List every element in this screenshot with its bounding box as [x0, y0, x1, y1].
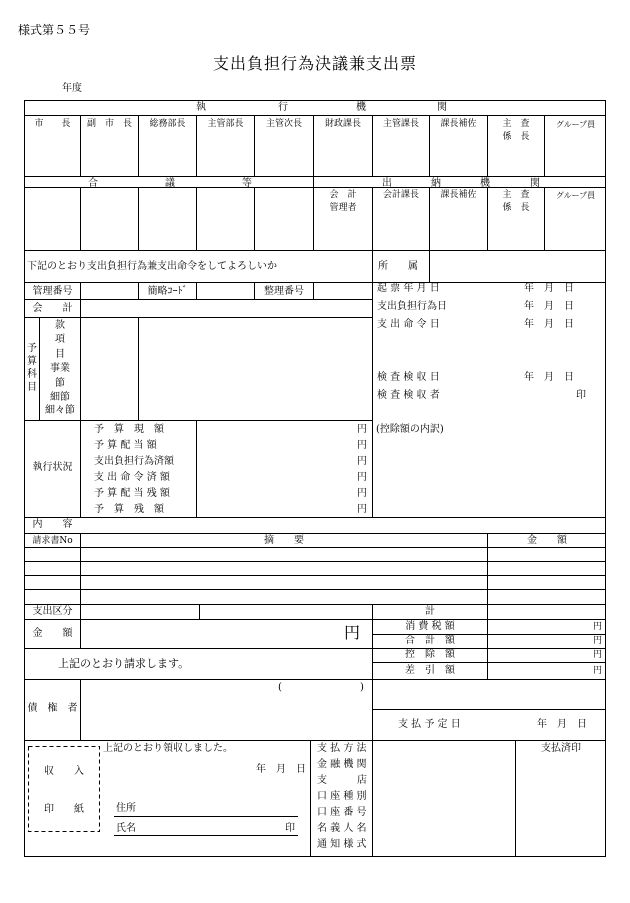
- form-number: 様式第５５号: [18, 23, 91, 37]
- payment-info-label: 通 知 様 式: [317, 839, 367, 850]
- role-group-leader: 係 長: [502, 132, 530, 142]
- stamp-line: 印 紙: [44, 804, 84, 815]
- role-general-affairs-director: 総務部長: [149, 119, 186, 129]
- yen-unit: 円: [357, 424, 367, 435]
- budget-label-char: 予: [27, 343, 37, 354]
- tax-row-label: 差 引 額: [405, 665, 455, 676]
- yen-unit: 円: [357, 440, 367, 451]
- disburse-header-char: 機: [480, 178, 490, 189]
- paren-close: ): [360, 682, 364, 693]
- paid-stamp-label: 支払済印: [541, 743, 581, 754]
- inspector-seal: 印: [576, 390, 586, 401]
- yen-unit: 円: [593, 636, 603, 646]
- exec-status-label: 執行状況: [32, 462, 73, 473]
- summary-header: 摘 要: [264, 535, 304, 546]
- name-label: 氏名: [116, 823, 136, 834]
- role-deputy-mayor: 副 市 長: [86, 119, 132, 129]
- address-label: 住所: [116, 803, 136, 814]
- exec-status-item: 予 算 配 当 残 額: [94, 488, 170, 499]
- date-value-commitment: 年 月 日: [524, 301, 574, 312]
- exec-header-char: 執: [196, 102, 206, 113]
- role-group-member-2: グループ員: [555, 191, 596, 200]
- role-assistant-chief: 課長補佐: [440, 119, 477, 129]
- disburse-header-char: 関: [530, 178, 540, 189]
- accounting-label: 会 計: [32, 303, 73, 314]
- role-accountant-2: 管理者: [329, 203, 357, 213]
- date-value-created: 年 月 日: [524, 283, 574, 294]
- disburse-header-char: 納: [431, 178, 441, 189]
- payment-info-label: 金 融 機 関: [317, 759, 367, 770]
- budget-item: 節: [55, 378, 65, 389]
- scheduled-payment-date: 年 月 日: [537, 719, 587, 730]
- received-text: 上記のとおり領収しました。: [103, 743, 233, 754]
- abbr-code-label: 簡略ｺｰﾄﾞ: [147, 286, 188, 297]
- date-value-inspection: 年 月 日: [524, 372, 574, 383]
- claim-text: 上記のとおり請求します。: [58, 657, 190, 670]
- yen-unit: 円: [357, 472, 367, 483]
- date-label-created: 起 票 年 月 日: [377, 283, 440, 294]
- budget-item: 目: [55, 349, 65, 360]
- mgmt-no-label: 管理番号: [32, 286, 73, 297]
- yen-unit: 円: [357, 504, 367, 515]
- exec-status-item: 支出負担行為済額: [94, 456, 174, 467]
- payment-category-label: 支出区分: [32, 606, 73, 617]
- revenue-stamp-box: [29, 747, 100, 832]
- contents-label: 内 容: [32, 519, 73, 530]
- fiscal-year-label: 年度: [62, 83, 82, 94]
- budget-item: 項: [55, 334, 65, 345]
- total-label: 計: [425, 606, 435, 617]
- exec-status-item: 支 出 命 令 済 額: [94, 472, 170, 483]
- budget-label-char: 科: [27, 369, 37, 380]
- amount-header: 金 額: [527, 535, 567, 546]
- request-text: 下記のとおり支出負担行為兼支出命令をしてよろしいか: [27, 261, 277, 272]
- tax-row-label: 控 除 額: [405, 649, 455, 660]
- stamp-line: 収 入: [44, 766, 84, 777]
- budget-item: 細々節: [45, 405, 75, 416]
- inspector-label: 検 査 検 収 者: [377, 390, 440, 401]
- yen-unit: 円: [593, 666, 603, 676]
- tax-row-label: 消 費 税 額: [405, 621, 455, 632]
- budget-item: 事業: [50, 363, 70, 374]
- payment-info-label: 口 座 番 号: [317, 807, 367, 818]
- role-supervisor-2: 主 査: [502, 190, 530, 200]
- role-accounting-chief: 会計課長: [382, 190, 419, 200]
- role-mayor: 市 長: [34, 119, 71, 129]
- date-label-commitment: 支出負担行為日: [377, 301, 447, 312]
- payment-info-label: 支 払 方 法: [317, 743, 367, 754]
- scheduled-payment-label: 支 払 予 定 日: [398, 719, 461, 730]
- role-assistant-chief-2: 課長補佐: [440, 190, 477, 200]
- amount-left-label: 金 額: [32, 628, 73, 639]
- dept-label: 所 属: [378, 261, 418, 272]
- budget-item: 細節: [50, 392, 70, 403]
- yen-unit: 円: [593, 650, 603, 660]
- consult-header-char: 議: [165, 178, 175, 189]
- name-seal: 印: [285, 823, 295, 834]
- role-finance-chief: 財政課長: [324, 119, 361, 129]
- exec-header-char: 機: [356, 102, 366, 113]
- exec-header-char: 関: [437, 102, 447, 113]
- exec-header-char: 行: [278, 102, 288, 113]
- role-accountant: 会 計: [329, 190, 357, 200]
- date-label-inspection: 検 査 検 収 日: [377, 372, 440, 383]
- invoice-no-header: 請求書No: [32, 536, 73, 546]
- payment-info-label: 名 義 人 名: [317, 823, 367, 834]
- payment-info-label: 口 座 種 別: [317, 791, 367, 802]
- role-supervisor: 主 査: [502, 119, 530, 129]
- deduction-breakdown-label: (控除額の内訳): [376, 424, 444, 435]
- role-group-member: グループ員: [555, 120, 596, 129]
- budget-label-char: 算: [27, 356, 37, 367]
- role-group-leader-2: 係 長: [502, 203, 530, 213]
- yen-unit: 円: [357, 488, 367, 499]
- exec-status-item: 予 算 現 額: [94, 424, 164, 435]
- role-dept-director: 主管部長: [207, 119, 244, 129]
- date-label-order: 支 出 命 令 日: [377, 319, 440, 330]
- role-deputy-director: 主管次長: [265, 119, 302, 129]
- amount-yen-big: 円: [344, 623, 361, 642]
- consult-header-char: 等: [242, 178, 252, 189]
- budget-label-char: 目: [27, 382, 37, 393]
- consult-header-char: 合: [88, 178, 98, 189]
- received-date: 年 月 日: [256, 764, 306, 775]
- yen-unit: 円: [593, 622, 603, 632]
- paren-open: (: [278, 682, 282, 693]
- yen-unit: 円: [357, 456, 367, 467]
- budget-item: 款: [55, 320, 65, 331]
- exec-status-item: 予 算 配 当 額: [94, 440, 157, 451]
- page-title: 支出負担行為決議兼支出票: [212, 54, 417, 73]
- role-section-chief: 主管課長: [382, 119, 419, 129]
- creditor-label: 債 権 者: [27, 703, 78, 714]
- tax-row-label: 合 計 額: [405, 635, 455, 646]
- exec-status-item: 予 算 残 額: [94, 504, 164, 515]
- date-value-order: 年 月 日: [524, 319, 574, 330]
- ref-no-label: 整理番号: [264, 286, 304, 297]
- payment-info-label: 支 店: [317, 775, 367, 786]
- disburse-header-char: 出: [382, 178, 392, 189]
